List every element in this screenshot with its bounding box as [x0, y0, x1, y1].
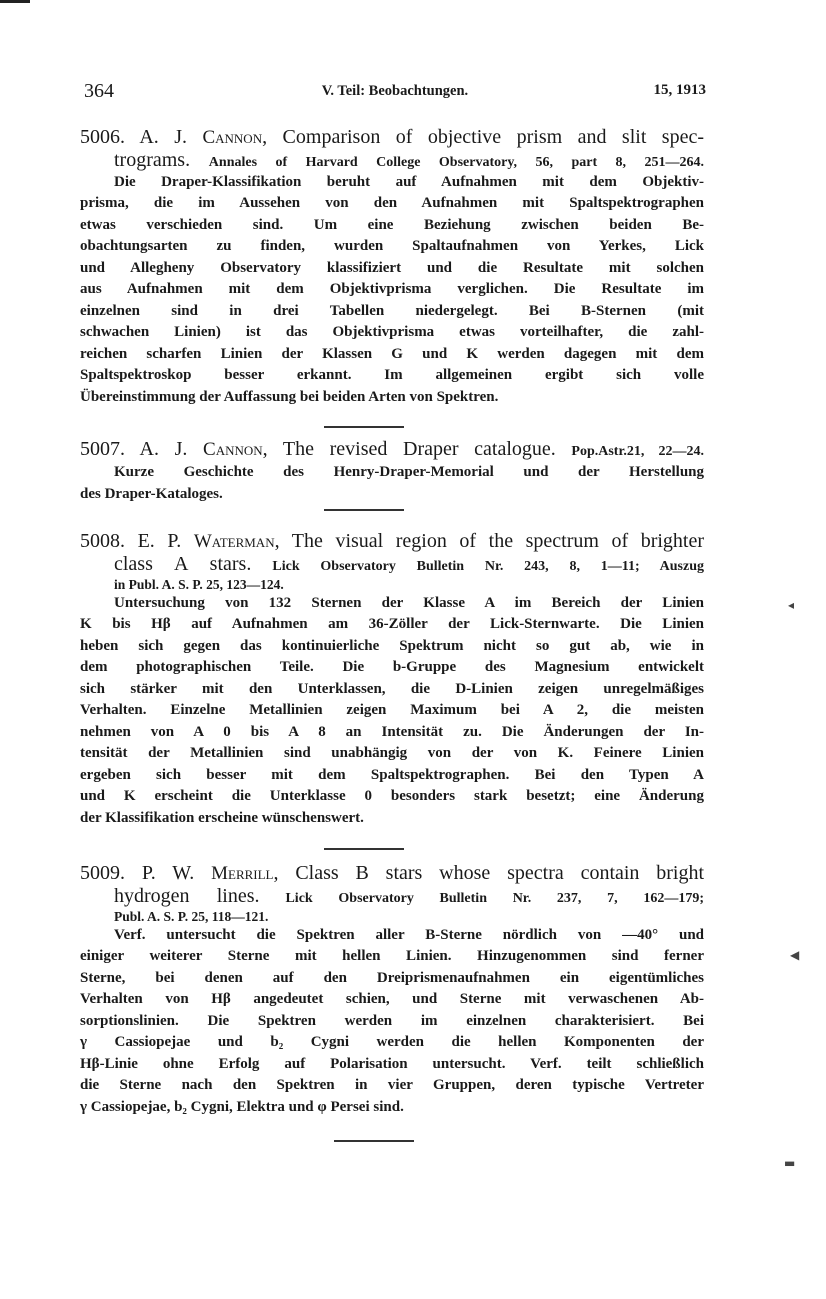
volume-year: 15, 1913	[653, 82, 706, 98]
text-line: γ Cassiopejae, b₂ Cygni, Elektra und φ Persei sind.	[80, 1098, 404, 1115]
entry-number: 5007.	[80, 438, 125, 460]
text-line: die Sterne nach den Spektren in vier Gruppen, deren typische Vertreter	[80, 1077, 704, 1093]
text-line: prisma, die im Aussehen von den Aufnahmen mit Spaltspektrographen	[80, 195, 704, 211]
text-line: nehmen von A 0 bis A 8 an Intensität zu. Die Änderungen der In-	[80, 723, 704, 740]
text-line: Die Draper-Klassifikation beruht auf Aufnahmen mit dem Objektiv-	[114, 173, 704, 190]
entry-title-cont	[80, 150, 704, 172]
text-line: und Allegheny Observatory klassifiziert und die Resultate mit solchen	[80, 259, 704, 276]
entry-source: Annales of Harvard College Observatory, 56, part 8, 251—264.	[208, 155, 705, 170]
text-line: Kurze Geschichte des Henry-Draper-Memorial und der Herstellung	[114, 464, 704, 480]
author-name: Merrill	[211, 863, 274, 884]
entry-source: Lick Observatory Bulletin Nr. 243, 8, 1—11; Auszug	[272, 559, 704, 574]
text-line: des Draper-Kataloges.	[80, 485, 223, 502]
author-initials: A. J.	[139, 438, 188, 460]
entry-title: Comparison of objective prism and slit spec-	[282, 126, 705, 148]
entry-heading: 5007. A. J. Cannon, The revised Draper catalogue. Pop.Astr.21, 22—24.	[80, 438, 704, 460]
text-line: der Klassifikation erscheine wünschenswert.	[80, 809, 364, 826]
entry-title: Class B stars whose spectra contain bright	[295, 862, 705, 884]
page-number: 364	[84, 80, 114, 102]
author-initials: A. J.	[139, 126, 188, 148]
running-header	[84, 80, 706, 106]
text-line: Spaltspektroskop besser erkannt. Im allgemeinen ergibt sich volle	[80, 367, 704, 383]
entry-abstract	[80, 925, 704, 1119]
text-line: Übereinstimmung der Auffassung bei beiden Arten von Spektren.	[80, 388, 499, 405]
text-line: K bis Hβ auf Aufnahmen am 36-Zöller der Lick-Sternwarte. Die Linien	[80, 616, 704, 632]
text-line: ergeben sich besser mit dem Spaltspektrographen. Bei den Typen A	[80, 766, 704, 783]
margin-speck: ◀	[790, 948, 800, 962]
entry-abstract	[80, 172, 704, 409]
text-line: sich stärker mit den Unterklassen, die D-Linien zeigen unregelmäßiges	[80, 680, 704, 697]
entry-abstract	[80, 462, 704, 505]
text-line: aus Aufnahmen mit dem Objektivprisma verglichen. Die Resultate im	[80, 281, 704, 297]
text-line: tensität der Metallinien sind unabhängig von der von K. Feinere Linien	[80, 745, 704, 761]
entry-title: The revised Draper catalogue.	[282, 438, 556, 460]
author-initials: P. W.	[141, 862, 195, 884]
entry-separator	[334, 1140, 414, 1142]
entry-source: Pop.Astr.21, 22—24.	[571, 444, 704, 459]
text-line: Untersuchung von 132 Sternen der Klasse A im Bereich der Linien	[114, 594, 704, 611]
entry-title-end: hydrogen lines.	[114, 885, 260, 907]
entry-source-cont: in Publ. A. S. P. 25, 123—124.	[114, 576, 284, 592]
running-title: V. Teil: Beobachtungen.	[321, 83, 469, 99]
entry-source-cont: Publ. A. S. P. 25, 118—121.	[114, 908, 269, 924]
entry-5009	[80, 860, 704, 1118]
entry-number: 5008.	[80, 530, 125, 552]
author-name: Cannon	[203, 439, 263, 460]
text-line: Hβ-Linie ohne Erfolg auf Polarisation untersucht. Verf. teilt schließlich	[80, 1055, 704, 1072]
text-line: Verhalten. Einzelne Metallinien zeigen Maximum bei A 2, die meisten	[80, 702, 704, 718]
entry-5008	[80, 528, 704, 829]
entry-title: The visual region of the spectrum of brighter	[291, 530, 705, 552]
text-line: obachtungsarten zu finden, wurden Spaltaufnahmen von Yerkes, Lick	[80, 238, 704, 254]
entry-separator	[324, 848, 404, 850]
text-line: reichen scharfen Linien der Klassen G und K werden dagegen mit dem	[80, 345, 704, 362]
text-line: Verhalten von Hβ angedeutet schien, und Sterne mit verwaschenen Ab-	[80, 991, 704, 1007]
scan-edge-mark	[0, 0, 30, 3]
entry-number: 5009.	[80, 862, 125, 884]
entry-title-end: trograms.	[114, 149, 191, 171]
text-line: heben sich gegen das kontinuierliche Spektrum nicht so gut ab, wie in	[80, 637, 704, 654]
entry-5007	[80, 436, 704, 505]
entry-5006	[80, 124, 704, 408]
text-line: γ Cassiopejae und b₂ Cygni werden die hellen Komponenten der	[80, 1034, 704, 1050]
text-line: und K erscheint die Unterklasse 0 besonders stark besetzt; eine Änderung	[80, 788, 704, 804]
text-line: etwas verschieden sind. Um eine Beziehung zwischen beiden Be-	[80, 216, 704, 233]
text-line: schwachen Linien) ist das Objektivprisma etwas vorteilhafter, die zahl-	[80, 324, 704, 340]
text-line: sorptionslinien. Die Spektren werden im einzelnen charakterisiert. Bei	[80, 1012, 704, 1029]
entry-number: 5006.	[80, 126, 125, 148]
author-name: Cannon	[202, 127, 263, 148]
text-line: einiger weiterer Sterne mit hellen Linien. Hinzugenommen sind ferner	[80, 948, 704, 964]
text-line: einzelnen sind in drei Tabellen niedergelegt. Bei B-Sternen (mit	[80, 302, 704, 319]
text-line: Sterne, bei denen auf den Dreiprismenaufnahmen ein eigentümliches	[80, 969, 704, 986]
entry-title-end: class A stars.	[114, 553, 252, 575]
entry-heading: 5008. E. P. Waterman, The visual region of the spectrum of brighter	[80, 530, 705, 552]
entry-heading: 5009. P. W. Merrill, Class B stars whose spectra contain bright	[80, 862, 705, 884]
entry-heading: 5006. A. J. Cannon, Comparison of objective prism and slit spec-	[80, 126, 705, 148]
margin-speck: ◂	[788, 598, 795, 612]
entry-source: Lick Observatory Bulletin Nr. 237, 7, 162—179;	[285, 891, 704, 906]
author-initials: E. P.	[137, 530, 182, 552]
entry-title-cont	[80, 886, 704, 908]
entry-separator	[324, 509, 404, 511]
entry-separator	[324, 426, 404, 428]
text-line: dem photographischen Teile. Die b-Gruppe des Magnesium entwickelt	[80, 659, 704, 675]
entry-title-cont	[80, 554, 704, 576]
entry-abstract	[80, 593, 704, 830]
margin-speck: ▬	[784, 1156, 796, 1170]
text-line: Verf. untersucht die Spektren aller B-Sterne nördlich von —40° und	[114, 926, 704, 943]
author-name: Waterman	[193, 531, 275, 552]
